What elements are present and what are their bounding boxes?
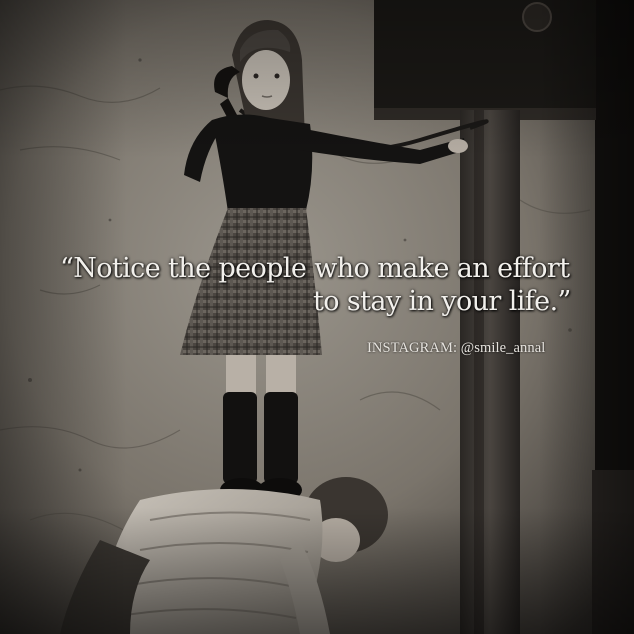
instagram-credit: INSTAGRAM: @smile_annal <box>367 340 546 356</box>
quote-line-1: “Notice the people who make an effort <box>60 253 570 284</box>
quote-line-2: to stay in your life.” <box>313 286 571 317</box>
